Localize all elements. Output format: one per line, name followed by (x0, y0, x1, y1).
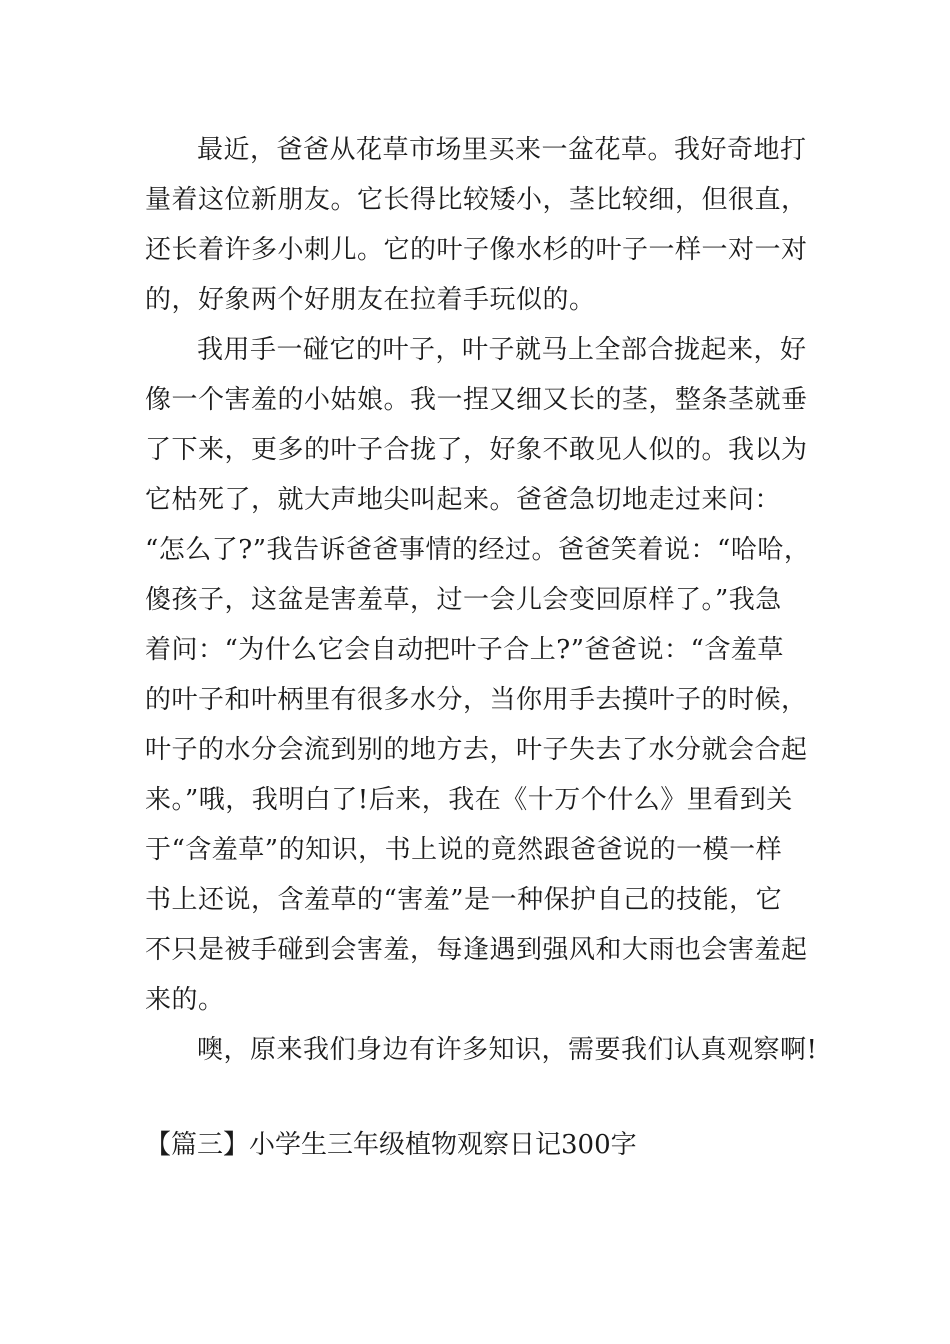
paragraph-1-line-1: 最近，爸爸从花草市场里买来一盆花草。我好奇地打 (197, 135, 807, 165)
paragraph-2-line-4: 它枯死了，就大声地尖叫起来。爸爸急切地走过来问： (145, 485, 782, 515)
paragraph-2-line-8: 的叶子和叶柄里有很多水分，当你用手去摸叶子的时候， (145, 685, 808, 715)
paragraph-3-line-1: 噢，原来我们身边有许多知识，需要我们认真观察啊! (197, 1035, 818, 1065)
section-heading: 【篇三】小学生三年级植物观察日记300字 (145, 1130, 637, 1160)
paragraph-2-line-13: 不只是被手碰到会害羞，每逢遇到强风和大雨也会害羞起 (145, 935, 808, 965)
paragraph-2-line-7: 着问：“为什么它会自动把叶子合上?”爸爸说：“含羞草 (145, 635, 784, 665)
paragraph-2-line-10: 来。”哦，我明白了!后来，我在《十万个什么》里看到关 (145, 785, 793, 815)
paragraph-1-line-2: 量着这位新朋友。它长得比较矮小，茎比较细，但很直， (145, 185, 808, 215)
paragraph-2-line-3: 了下来，更多的叶子合拢了，好象不敢见人似的。我以为 (145, 435, 808, 465)
paragraph-2-line-2: 像一个害羞的小姑娘。我一捏又细又长的茎，整条茎就垂 (145, 385, 808, 415)
paragraph-1-line-3: 还长着许多小刺儿。它的叶子像水杉的叶子一样一对一对 (145, 235, 808, 265)
paragraph-2-line-12: 书上还说，含羞草的“害羞”是一种保护自己的技能，它 (145, 885, 783, 915)
paragraph-2-line-5: “怎么了?”我告诉爸爸事情的经过。爸爸笑着说：“哈哈， (145, 535, 811, 565)
paragraph-2-line-1: 我用手一碰它的叶子，叶子就马上全部合拢起来，好 (197, 335, 807, 365)
paragraph-2-line-11: 于“含羞草”的知识，书上说的竟然跟爸爸说的一模一样 (145, 835, 783, 865)
paragraph-1-line-4: 的，好象两个好朋友在拉着手玩似的。 (145, 285, 596, 315)
paragraph-2-line-14: 来的。 (145, 985, 225, 1015)
paragraph-2-line-6: 傻孩子，这盆是害羞草，过一会儿会变回原样了。”我急 (145, 585, 782, 615)
paragraph-2-line-9: 叶子的水分会流到别的地方去，叶子失去了水分就会合起 (145, 735, 808, 765)
